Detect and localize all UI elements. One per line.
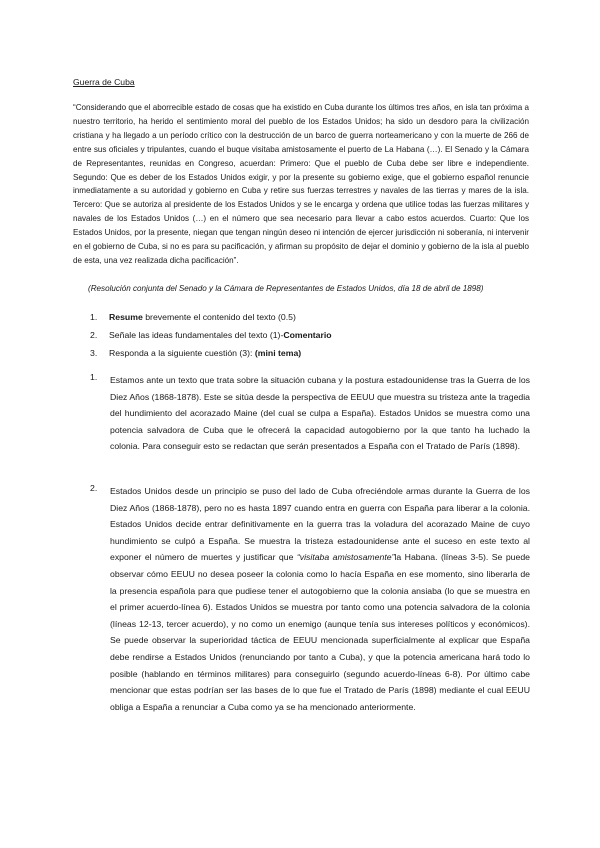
question-keyword: (mini tema) bbox=[254, 348, 302, 358]
answer-number: 1. bbox=[90, 372, 98, 382]
answer-number: 2. bbox=[90, 483, 98, 493]
question-text bbox=[109, 348, 301, 358]
answer-text bbox=[110, 483, 530, 715]
question-text bbox=[109, 312, 296, 322]
question-text bbox=[109, 330, 332, 340]
question-number: 3. bbox=[90, 348, 98, 358]
question-number: 1. bbox=[90, 312, 98, 322]
question-number: 2. bbox=[90, 330, 98, 340]
document-title: Guerra de Cuba bbox=[73, 77, 135, 87]
question-body: Señale las ideas fundamentales del texto (1)- bbox=[109, 330, 284, 340]
question-keyword: Resume bbox=[109, 312, 143, 322]
question-keyword: Comentario bbox=[283, 330, 332, 340]
answer-text: Estamos ante un texto que trata sobre la situación cubana y la postura estadounidense tras la Guerra de los Diez Años (1868-1878). Este se sitúa desde la perspectiva de EEUU que muestra su tristeza ante la tragedia del hundimiento del acorazado Maine (del cual se culpa a España). Estados Unidos se muestra como una potencia salvadora de Cuba que le ofrecerá la capacidad autogobierno por la que tanto ha luchado la colonia. Para conseguir esto se redactan que serán presentados a España con el Tratado de París (1898). bbox=[110, 375, 530, 452]
answer-quoted-phrase: “visitaba amistosamente” bbox=[296, 552, 395, 563]
source-citation: (Resolución conjunta del Senado y la Cámara de Representantes de Estados Unidos, día 18 de abril de 1898) bbox=[88, 284, 484, 293]
question-body: brevemente el contenido del texto (0.5) bbox=[142, 312, 296, 322]
answer-text-part2: la Habana. (líneas 3-5). Se puede observar cómo EEUU no desea poseer la colonia como lo hacía España en ese momento, sino liberarla de la presencia española para que pudiese tener el autogobierno que la colonia ansiaba (lo que se muestra en el primer acuerdo-línea 6). Estados Unidos se muestra por tanto como una potencia salvadora de la colonia (líneas 12-13, tercer acuerdo), y no como un enemigo (aunque tenía sus intereses políticos y económicos). Se puede observar la superioridad táctica de EEUU mencionada superficialmente al explicar que España debe rendirse a Estados Unidos (renunciando por tanto a Cuba), y que la potencia americana hará todo lo posible (hablando en términos militares) para conseguirlo (segundo acuerdo-líneas 6-8). Por último cabe mencionar que estas podrían ser las bases de lo que fue el Tratado de París (1898) mediante el cual EEUU obliga a España a renunciar a Cuba como ya se ha mencionado anteriormente. bbox=[110, 552, 530, 712]
question-body: Responda a la siguiente cuestión (3): bbox=[109, 348, 255, 358]
answer-text-part1: Estados Unidos desde un principio se puso del lado de Cuba ofreciéndole armas durante la Guerra de los Diez Años (1868-1878), pero no es hasta 1897 cuando entra en guerra con España para liberar a la colonia. Estados Unidos decide entrar definitivamente en la guerra tras la voladura del acorazado Maine de cuyo hundimiento se culpó a España. Se muestra la tristeza estadounidense ante el suceso en este texto al exponer el número de muertes y justificar que bbox=[110, 486, 530, 563]
source-quote: “Considerando que el aborrecible estado de cosas que ha existido en Cuba durante los últimos tres años, en isla tan próxima a nuestro territorio, ha herido el sentimiento moral del pueblo de los Estados Unidos; ha sido un desdoro para la civilización cristiana y ha llegado a un período crítico con la destrucción de un barco de guerra norteamericano y con la muerte de 266 de entre sus oficiales y tripulantes, cuando el buque visitaba amistosamente el puerto de La Habana (…). El Senado y la Cámara de Representantes, reunidas en Congreso, acuerdan: Primero: Que el pueblo de Cuba debe ser libre e independiente. Segundo: Que es deber de los Estados Unidos exigir, y por la presente su gobierno exige, que el gobierno español renuncie inmediatamente a su autoridad y gobierno en Cuba y retire sus fuerzas terrestres y navales de las tierras y mares de la isla. Tercero: Que se autoriza al presidente de los Estados Unidos y se le encarga y ordena que utilice todas las fuerzas militares y navales de los Estados Unidos (…) en el número que sea necesario para llevar a cabo estos acuerdos. Cuarto: Que los Estados Unidos, por la presente, niegan que tengan ningún deseo ni intención de ejercer jurisdicción ni soberanía, ni intervenir en el gobierno de Cuba, si no es para su pacificación, y afirman su propósito de dejar el dominio y gobierno de la isla al pueblo de esta, una vez realizada dicha pacificación”. bbox=[73, 103, 529, 265]
